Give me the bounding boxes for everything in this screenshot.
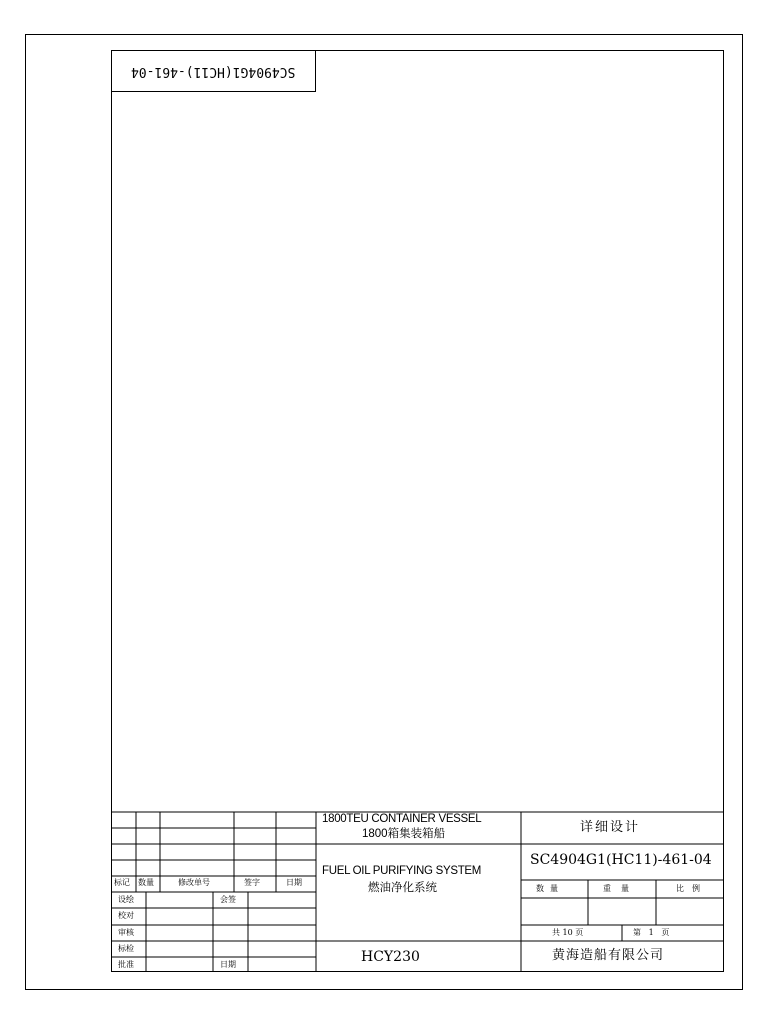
drawing-number: SC4904G1(HC11)-461-04: [530, 852, 712, 868]
rev-header-sign: 签字: [244, 878, 260, 887]
rev-header-qty: 数量: [138, 878, 154, 887]
rev-header-change-no: 修改单号: [178, 878, 210, 887]
hull-number: HCY230: [361, 949, 420, 965]
design-stage: 详细设计: [580, 820, 641, 835]
rotated-drawing-number-text: SC4904G1(HC11)-461-04: [131, 63, 296, 79]
col-weight: 重量: [603, 884, 639, 893]
sign-approve: 批准: [118, 960, 134, 969]
col-qty: 数量: [536, 884, 564, 893]
sign-design: 设绘: [118, 895, 134, 904]
company-name: 黄海造船有限公司: [552, 948, 665, 963]
project-title-cn: 1800箱集装箱船: [362, 828, 446, 840]
rev-header-mark: 标记: [114, 878, 130, 887]
page-number: 第 1 页: [633, 928, 670, 937]
col-scale: 比例: [676, 884, 708, 893]
sign-countersign: 会签: [220, 895, 236, 904]
project-title-en: 1800TEU CONTAINER VESSEL: [322, 813, 482, 825]
rev-header-date: 日期: [286, 878, 302, 887]
sign-date: 日期: [220, 960, 236, 969]
sign-standard: 标检: [118, 944, 134, 953]
system-title-en: FUEL OIL PURIFYING SYSTEM: [322, 865, 482, 877]
system-title-cn: 燃油净化系统: [368, 882, 437, 894]
total-pages: 共 10 页: [552, 928, 584, 937]
sign-check: 校对: [118, 911, 134, 920]
sign-review: 审核: [118, 928, 134, 937]
